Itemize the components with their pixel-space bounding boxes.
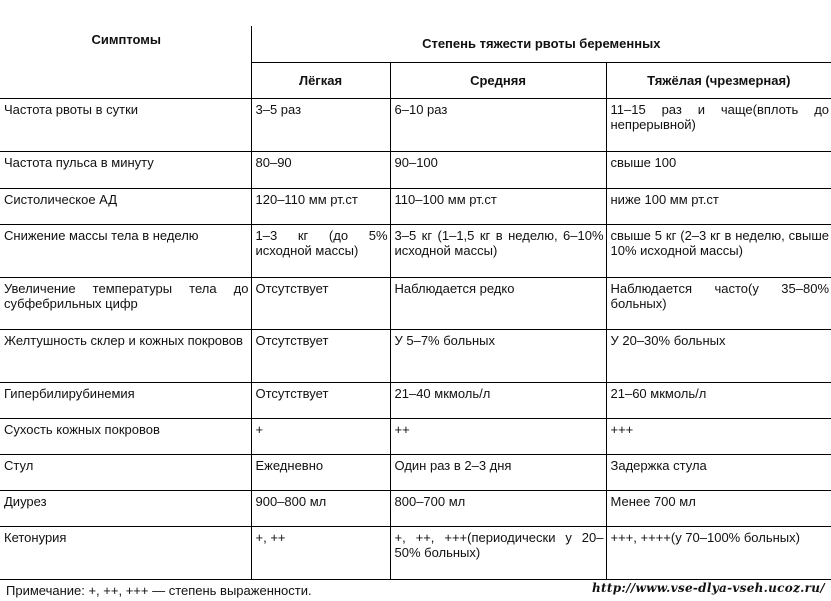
mild-cell: 1–3 кг (до 5% исходной массы) xyxy=(251,224,390,277)
moderate-cell: У 5–7% больных xyxy=(390,329,606,382)
mild-cell: Отсутствует xyxy=(251,329,390,382)
severe-cell: Менее 700 мл xyxy=(606,490,831,526)
severe-cell: свыше 5 кг (2–3 кг в неделю, свыше 10% исходной массы) xyxy=(606,224,831,277)
symptom-cell: Диурез xyxy=(0,490,251,526)
mild-cell: + xyxy=(251,418,390,454)
symptom-cell: Стул xyxy=(0,454,251,490)
table-body xyxy=(0,98,831,579)
watermark-url: http://www.vse-dlya-vseh.ucoz.ru/ xyxy=(591,581,825,595)
moderate-cell: 110–100 мм рт.ст xyxy=(390,188,606,224)
mild-cell: 3–5 раз xyxy=(251,98,390,151)
table-row xyxy=(0,98,831,151)
mild-cell: Отсутствует xyxy=(251,277,390,329)
table-row xyxy=(0,224,831,277)
symptom-cell: Кетонурия xyxy=(0,526,251,579)
severe-cell: +++ xyxy=(606,418,831,454)
mild-cell: 900–800 мл xyxy=(251,490,390,526)
symptom-cell: Частота пульса в минуту xyxy=(0,151,251,188)
severity-table xyxy=(0,26,831,580)
mild-cell: 120–110 мм рт.ст xyxy=(251,188,390,224)
mild-cell: Отсутствует xyxy=(251,382,390,418)
table-row xyxy=(0,188,831,224)
mild-cell: 80–90 xyxy=(251,151,390,188)
moderate-cell: Один раз в 2–3 дня xyxy=(390,454,606,490)
moderate-cell: 800–700 мл xyxy=(390,490,606,526)
severe-cell: 21–60 мкмоль/л xyxy=(606,382,831,418)
moderate-cell: 21–40 мкмоль/л xyxy=(390,382,606,418)
mild-cell: +, ++ xyxy=(251,526,390,579)
moderate-cell: ++ xyxy=(390,418,606,454)
moderate-cell: +, ++, +++(периодически у 20–50% больных) xyxy=(390,526,606,579)
symptom-cell: Желтушность склер и кожных покровов xyxy=(0,329,251,382)
symptom-cell: Гипербилирубинемия xyxy=(0,382,251,418)
moderate-cell: 3–5 кг (1–1,5 кг в неделю, 6–10% исходной массы) xyxy=(390,224,606,277)
moderate-cell: Наблюдается редко xyxy=(390,277,606,329)
symptom-cell: Снижение массы тела в неделю xyxy=(0,224,251,277)
severe-cell: 11–15 раз и чаще(вплоть до непрерывной) xyxy=(606,98,831,151)
severe-cell: Наблюдается часто(у 35–80% больных) xyxy=(606,277,831,329)
table-row xyxy=(0,329,831,382)
table-row xyxy=(0,418,831,454)
header-severe: Тяжёлая (чрезмерная) xyxy=(606,62,831,98)
severe-cell: Задержка стула xyxy=(606,454,831,490)
symptom-cell: Сухость кожных покровов xyxy=(0,418,251,454)
table-row xyxy=(0,151,831,188)
header-moderate: Средняя xyxy=(390,62,606,98)
severe-cell: +++, ++++(у 70–100% больных) xyxy=(606,526,831,579)
table-row xyxy=(0,526,831,579)
severe-cell: ниже 100 мм рт.ст xyxy=(606,188,831,224)
symptom-cell: Увеличение температуры тела до субфебрильных цифр xyxy=(0,277,251,329)
footnote: Примечание: +, ++, +++ — степень выраженности. xyxy=(6,583,312,598)
table-row xyxy=(0,490,831,526)
severe-cell: У 20–30% больных xyxy=(606,329,831,382)
moderate-cell: 6–10 раз xyxy=(390,98,606,151)
header-mild: Лёгкая xyxy=(251,62,390,98)
header-severity-group: Степень тяжести рвоты беременных xyxy=(251,26,831,62)
moderate-cell: 90–100 xyxy=(390,151,606,188)
symptom-cell: Частота рвоты в сутки xyxy=(0,98,251,151)
symptom-cell: Систолическое АД xyxy=(0,188,251,224)
mild-cell: Ежедневно xyxy=(251,454,390,490)
table-row xyxy=(0,277,831,329)
severe-cell: свыше 100 xyxy=(606,151,831,188)
table-row xyxy=(0,382,831,418)
table-row xyxy=(0,454,831,490)
header-symptoms: Симптомы xyxy=(0,26,251,98)
